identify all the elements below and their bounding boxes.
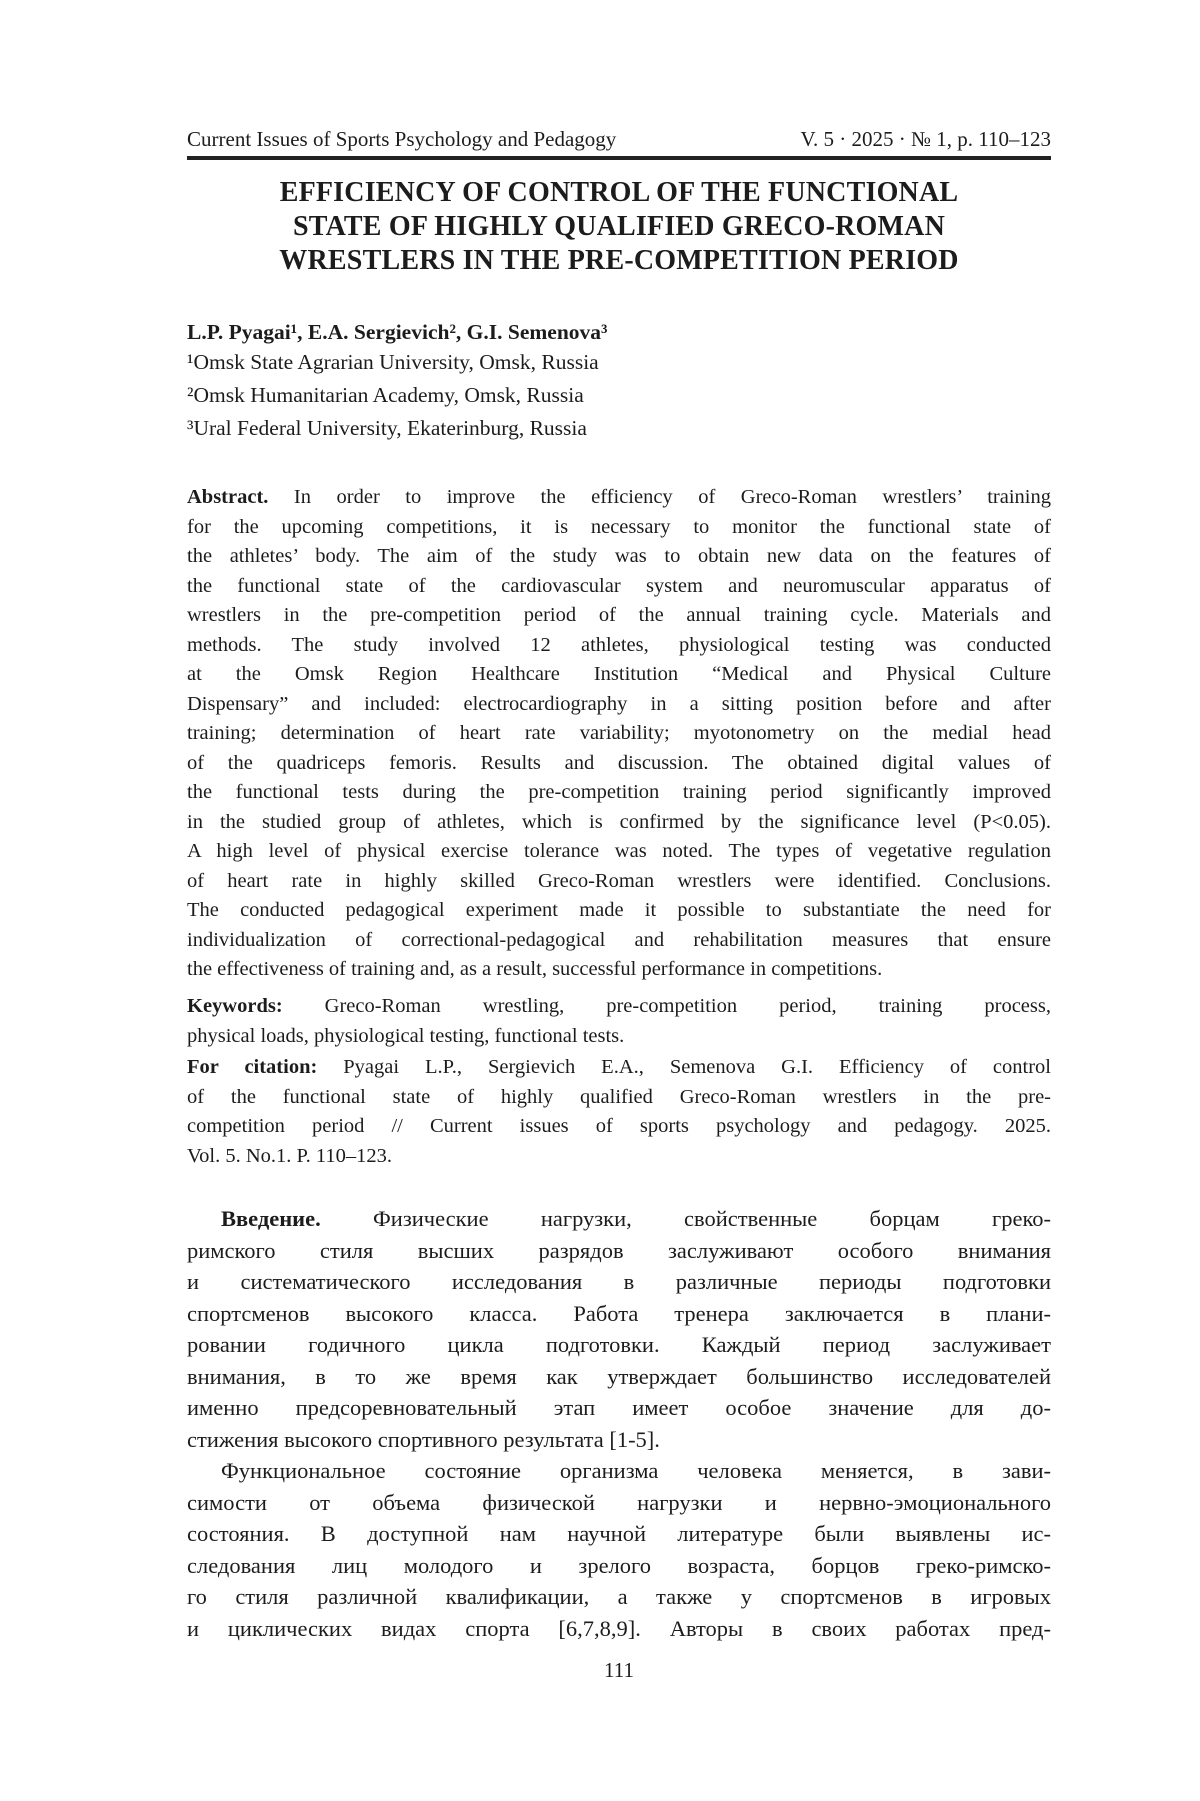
- text-line: at the Omsk Region Healthcare Institution “Medical and Physical Culture: [187, 663, 1051, 685]
- text-line: the functional state of the cardiovascular system and neuromuscular apparatus of: [187, 574, 1051, 597]
- text-line: for the upcoming competitions, it is necessary to monitor the functional state of: [187, 515, 1051, 538]
- text-line: Abstract. In order to improve the efficiency of Greco-Roman wrestlers’ training: [187, 486, 1051, 508]
- text-line: EFFICIENCY OF CONTROL OF THE FUNCTIONAL: [279, 177, 959, 208]
- introduction-paragraph-2: [187, 1455, 1051, 1644]
- text-line: го стиля различной квалификации, а также у спортсменов в игровых: [187, 1584, 1051, 1609]
- citation-paragraph: [187, 1053, 1051, 1171]
- issue-info: V. 5 · 2025 · № 1, p. 110–123: [800, 127, 1051, 151]
- text-line: и циклических видах спорта [6,7,8,9]. Авторы в своих работах пред-: [187, 1615, 1051, 1641]
- text-line: римского стиля высших разрядов заслуживают особого внимания: [187, 1237, 1051, 1263]
- text-line: the functional tests during the pre-competition training period significantly improved: [187, 781, 1051, 803]
- text-line: и систематического исследования в различные периоды подготовки: [187, 1269, 1051, 1294]
- text-line: A high level of physical exercise tolerance was noted. The types of vegetative regulation: [187, 840, 1051, 862]
- text-line: WRESTLERS IN THE PRE-COMPETITION PERIOD: [279, 245, 959, 276]
- text-line: Vol. 5. No.1. P. 110–123.: [187, 1144, 393, 1167]
- page-number: 111: [604, 1658, 634, 1682]
- text-line: состояния. В доступной нам научной литературе были выявлены ис-: [187, 1521, 1051, 1546]
- text-line: For citation: Pyagai L.P., Sergievich E.A., Semenova G.I. Efficiency of control: [187, 1056, 1051, 1078]
- abstract-paragraph: [187, 483, 1051, 985]
- text-line: physical loads, physiological testing, functional tests.: [187, 1024, 625, 1047]
- text-line: симости от объема физической нагрузки и нервно-эмоционального: [187, 1489, 1051, 1515]
- text-line: ¹Omsk State Agrarian University, Omsk, Russia: [187, 350, 599, 374]
- introduction-paragraph-1: [187, 1203, 1051, 1455]
- text-line: ровании годичного цикла подготовки. Каждый период заслуживает: [187, 1332, 1051, 1357]
- text-line: The conducted pedagogical experiment made it possible to substantiate the need for: [187, 899, 1051, 921]
- text-line: ²Omsk Humanitarian Academy, Omsk, Russia: [187, 383, 584, 407]
- text-line: Функциональное состояние организма человека меняется, в зави-: [221, 1458, 1051, 1483]
- text-line: methods. The study involved 12 athletes, physiological testing was conducted: [187, 633, 1051, 656]
- header-rule: [187, 156, 1051, 160]
- text-line: стижения высокого спортивного результата [1-5].: [187, 1426, 660, 1452]
- authors-line: L.P. Pyagai¹, E.A. Sergievich², G.I. Semenova³: [187, 320, 608, 344]
- text-line: the athletes’ body. The aim of the study was to obtain new data on the features of: [187, 545, 1051, 567]
- affiliations: [187, 346, 1051, 445]
- text-line: STATE OF HIGHLY QUALIFIED GRECO-ROMAN: [293, 211, 945, 242]
- text-line: wrestlers in the pre-competition period of the annual training cycle. Materials and: [187, 604, 1051, 626]
- text-line: Введение. Физические нагрузки, свойственные борцам греко-: [221, 1206, 1051, 1231]
- text-line: именно предсоревновательный этап имеет особое значение для до-: [187, 1395, 1051, 1420]
- text-line: individualization of correctional-pedagogical and rehabilitation measures that ensure: [187, 928, 1051, 951]
- text-line: спортсменов высокого класса. Работа тренера заключается в плани-: [187, 1300, 1051, 1326]
- text-line: training; determination of heart rate variability; myotonometry on the medial head: [187, 722, 1051, 744]
- text-line: in the studied group of athletes, which is confirmed by the significance level (P<0.05).: [187, 810, 1051, 833]
- running-header: [187, 126, 1051, 152]
- article-title: [187, 176, 1051, 278]
- text-line: competition period // Current issues of sports psychology and pedagogy. 2025.: [187, 1115, 1051, 1137]
- text-line: внимания, в то же время как утверждает большинство исследователей: [187, 1363, 1051, 1389]
- text-line: of heart rate in highly skilled Greco-Roman wrestlers were identified. Conclusions.: [187, 869, 1051, 892]
- text-line: the effectiveness of training and, as a result, successful performance in competitions.: [187, 958, 883, 980]
- text-column: [187, 0, 1051, 1801]
- text-line: следования лиц молодого и зрелого возраста, борцов греко-римско-: [187, 1552, 1051, 1578]
- text-line: Keywords: Greco-Roman wrestling, pre-competition period, training process,: [187, 995, 1051, 1017]
- text-line: Dispensary” and included: electrocardiography in a sitting position before and after: [187, 692, 1051, 715]
- text-line: of the quadriceps femoris. Results and discussion. The obtained digital values of: [187, 751, 1051, 774]
- keywords-paragraph: [187, 992, 1051, 1051]
- text-line: of the functional state of highly qualified Greco-Roman wrestlers in the pre-: [187, 1085, 1051, 1108]
- journal-name: Current Issues of Sports Psychology and Pedagogy: [187, 127, 617, 151]
- text-line: ³Ural Federal University, Ekaterinburg, Russia: [187, 416, 587, 440]
